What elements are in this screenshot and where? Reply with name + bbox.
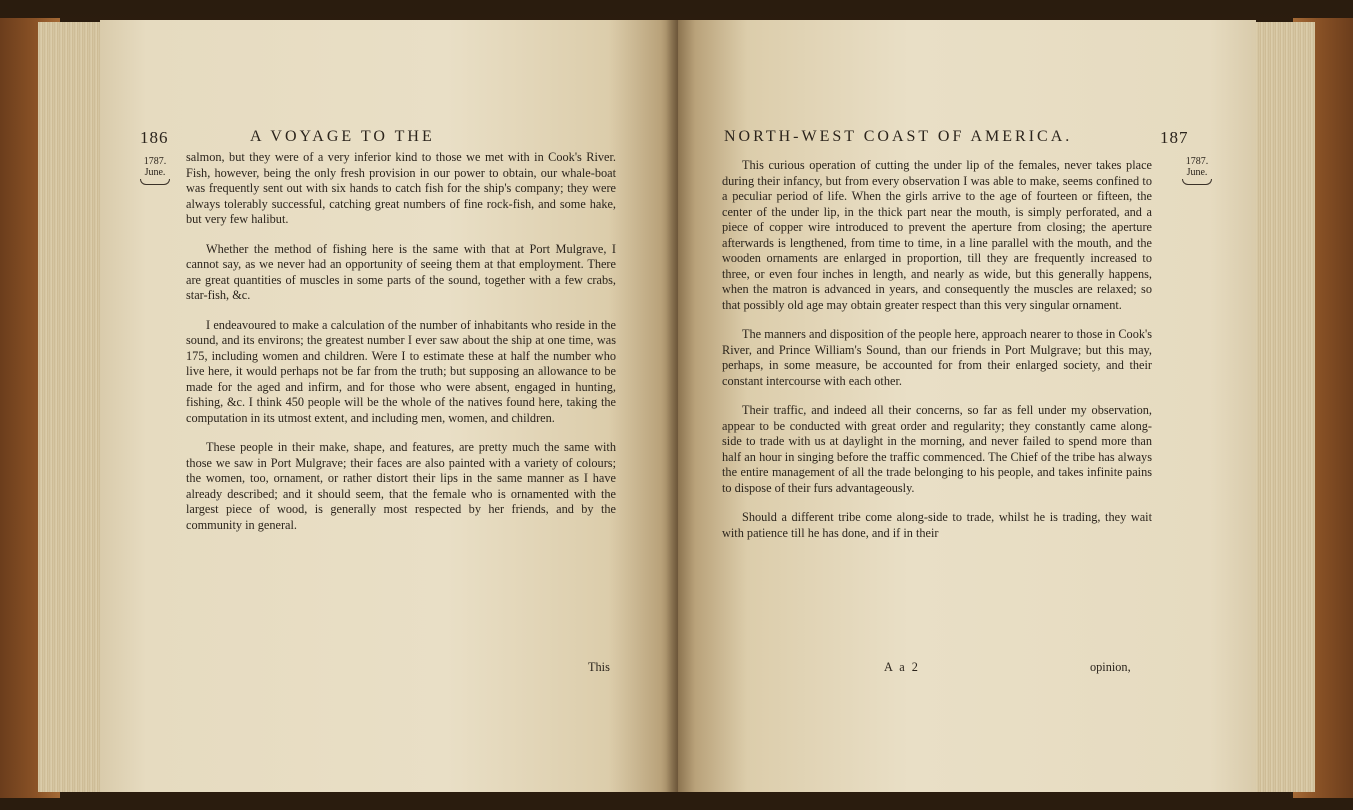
left-page xyxy=(100,20,678,792)
margin-month: June. xyxy=(144,167,166,178)
running-head: NORTH-WEST COAST OF AMERICA. xyxy=(724,128,1073,145)
paragraph: Should a different tribe come along-side to trade, whilst he is trading, they wait with patience till he has done, and if in their xyxy=(722,510,1152,540)
paragraph: Whether the method of fishing here is the same with that at Port Mulgrave, I cannot say, as we never had an opportunity of seeing them at that employment. There are great quantities of muscles in some parts of the sound, together with a few crabs, star-fish, &c. xyxy=(186,241,616,302)
margin-year: 1787. xyxy=(1185,156,1209,167)
paragraph: salmon, but they were of a very inferior kind to those we met with in Cook's River. Fish, however, being the only fresh provision in our power to obtain, our whale-boat was frequently sent out with six hands to catch fish for the ship's company; they were always tolerably successful, catching great numbers of fine rock-fish, and some hake, but very few halibut. xyxy=(186,150,616,226)
body-text xyxy=(722,158,1152,555)
brace-icon xyxy=(140,179,170,185)
margin-year: 1787. xyxy=(143,156,167,167)
paragraph: Their traffic, and indeed all their concerns, so far as fell under my observation, appear to be conducted with great order and regularity; they constantly came along-side to trade with us at daylight in the morning, and never failed to spend more than half an hour in singing before the traffic commenced. The Chief of the tribe has always the entire management of all the trade belonging to his people, and takes infinite pains to dispose of their furs advantageously. xyxy=(722,403,1152,495)
page-number: 186 xyxy=(140,128,169,147)
page-number: 187 xyxy=(1160,128,1189,147)
printer-signature: A a 2 xyxy=(884,660,920,674)
running-head: A VOYAGE TO THE xyxy=(250,128,435,145)
catchword: This xyxy=(588,660,610,674)
right-page xyxy=(678,20,1256,792)
body-text xyxy=(186,150,616,547)
margin-month: June. xyxy=(1186,167,1208,178)
margin-date-note xyxy=(140,156,170,185)
paragraph: I endeavoured to make a calculation of the number of inhabitants who reside in the sound, and its environs; the greatest number I ever saw about the ship at one time, was 175, including women and children. Were I to estimate these at half the number who live here, it would perhaps not be far from the truth; but supposing an allowance to be made for the aged and infirm, and for those who were absent, engaged in hunting, fishing, &c. I think 450 people will be the whole of the natives found here, taking the computation in its utmost extent, and including men, women, and children. xyxy=(186,317,616,425)
page-edges-left xyxy=(38,22,108,792)
margin-date-note xyxy=(1182,156,1212,185)
paragraph: These people in their make, shape, and features, are pretty much the same with those we saw in Port Mulgrave; their faces are also painted with a variety of colours; the women, too, ornament, or rather distort their lips in the same manner as I have already described; and it should seem, that the female who is ornamented with the largest piece of wood, is generally most respected by her friends, and by the community in general. xyxy=(186,440,616,532)
brace-icon xyxy=(1182,179,1212,185)
catchword: opinion, xyxy=(1090,660,1131,674)
paragraph: The manners and disposition of the people here, approach nearer to those in Cook's River, and Prince William's Sound, than our friends in Port Mulgrave; but this may, perhaps, in some measure, be accounted for from their enlarged society, and their constant intercourse with each other. xyxy=(722,327,1152,388)
paragraph: This curious operation of cutting the under lip of the females, never takes place during their infancy, but from every observation I was able to make, seems confined to a peculiar period of life. When the girls arrive to the age of fourteen or fifteen, the center of the under lip, in the thick part near the mouth, is simply perforated, and a piece of copper wire introduced to prevent the aperture from closing; the aperture afterwards is lengthened, from time to time, in a line parallel with the mouth, and the wooden ornaments are enlarged in proportion, till they are frequently increased to three, or even four inches in length, and nearly as wide, but this generally happens, when the matron is advanced in years, and consequently the muscles are relaxed; so that possibly old age may obtain greater respect than this very singular ornament. xyxy=(722,158,1152,312)
